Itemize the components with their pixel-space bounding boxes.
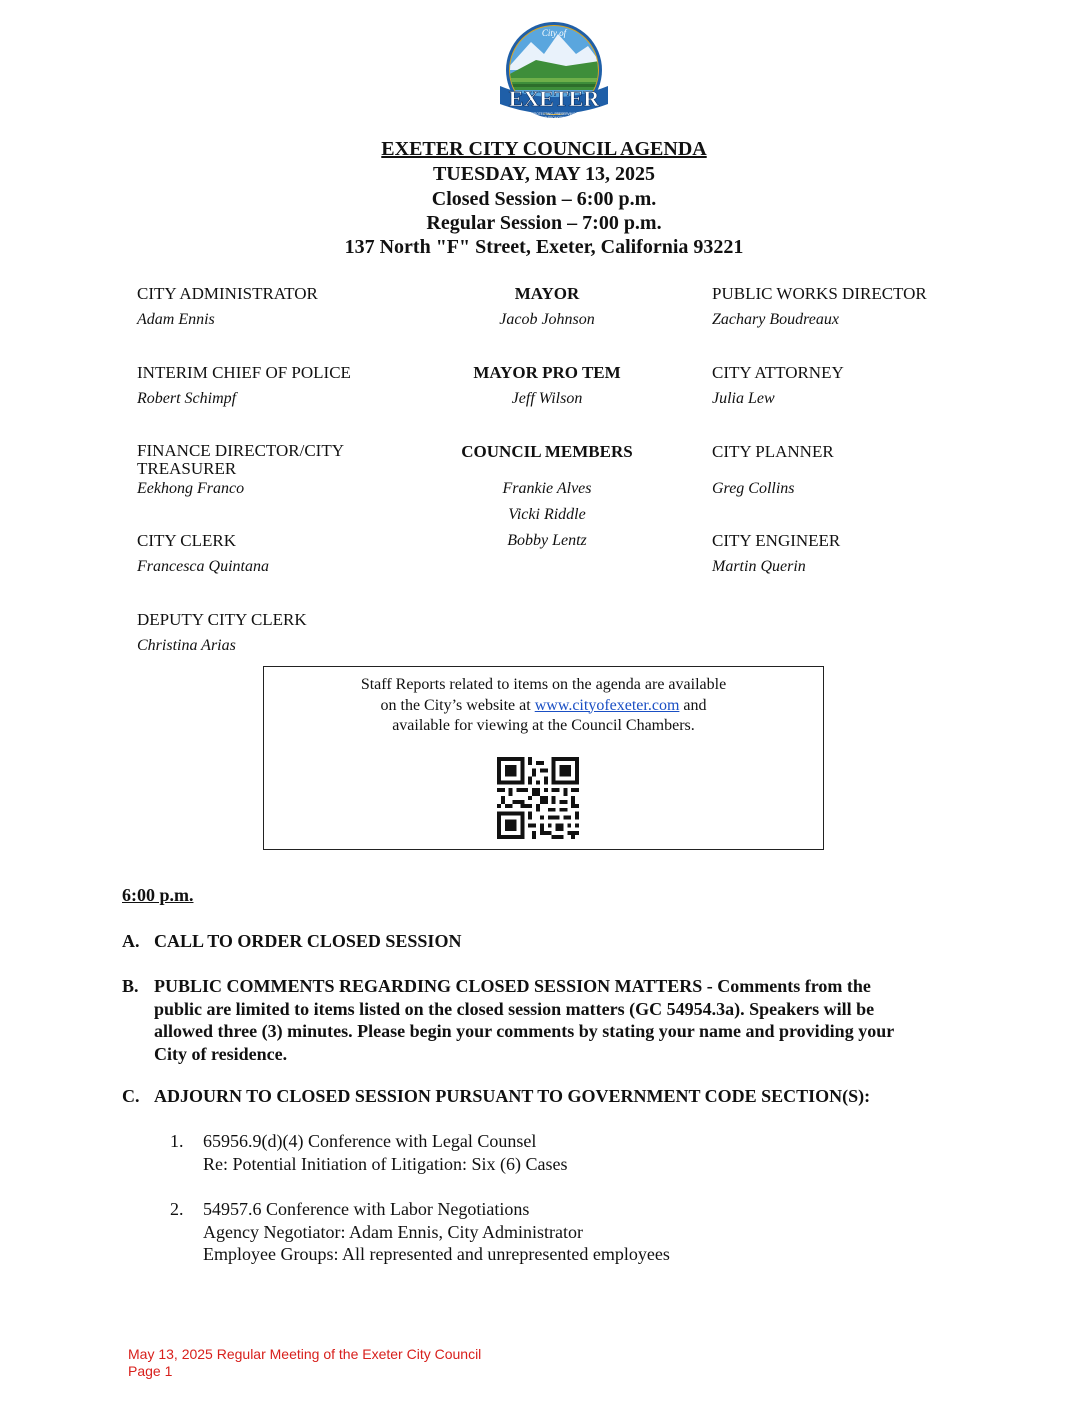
notice-line-2 [264,696,823,717]
role-mayor-pro-tem: MAYOR PRO TEM [473,363,621,382]
subitem-labor-negotiations [203,1198,963,1266]
role-city-planner: CITY PLANNER [712,442,834,461]
role-council-members: COUNCIL MEMBERS [461,442,633,461]
agenda-item-line: City of residence. [154,1043,288,1064]
subitem-number: 1. [170,1131,184,1151]
agenda-item-letter: B. [122,976,139,996]
role-deputy-city-clerk: DEPUTY CITY CLERK [137,610,307,629]
agenda-item-line: allowed three (3) minutes. Please begin your comments by stating your name and providing your [154,1021,895,1041]
agenda-title: EXETER CITY COUNCIL AGENDA [381,138,707,160]
name-city-attorney: Julia Lew [712,390,775,407]
role-finance-director: FINANCE DIRECTOR/CITY TREASURER [137,441,344,478]
meeting-address: 137 North "F" Street, Exeter, California 93221 [344,236,744,258]
city-seal-logo [496,20,612,134]
closed-session-time-heading: 6:00 p.m. [122,885,194,905]
subitem-line: 54957.6 Conference with Labor Negotiations [203,1199,530,1219]
name-city-engineer: Martin Querin [712,558,806,575]
notice-line-1: Staff Reports related to items on the agenda are available [360,676,727,693]
name-police-chief: Robert Schimpf [137,390,237,407]
name-council-member: Vicki Riddle [508,506,586,523]
closed-session-time: Closed Session – 6:00 p.m. [431,188,657,210]
name-public-works-director: Zachary Boudreaux [712,311,839,328]
staff-reports-notice [263,666,824,850]
subitem-line: Agency Negotiator: Adam Ennis, City Administrator [203,1221,583,1242]
agenda-item-adjourn: ADJOURN TO CLOSED SESSION PURSUANT TO GOVERNMENT CODE SECTION(S): [154,1086,871,1106]
name-mayor: Jacob Johnson [499,311,595,328]
role-city-administrator: CITY ADMINISTRATOR [137,284,318,303]
notice-line-3: available for viewing at the Council Chambers. [392,717,695,734]
meeting-date: TUESDAY, MAY 13, 2025 [432,163,656,185]
agenda-item-line: public are limited to items listed on the closed session matters (GC 54954.3a). Speakers will be [154,998,875,1019]
name-finance-director: Eekhong Franco [137,480,245,497]
name-council-member: Frankie Alves [502,480,592,497]
footer-meeting-label: May 13, 2025 Regular Meeting of the Exeter City Council [128,1346,482,1362]
subitem-legal-counsel [203,1130,963,1175]
agenda-item-call-to-order: CALL TO ORDER CLOSED SESSION [154,931,462,951]
agenda-item-letter: C. [122,1086,140,1106]
subitem-number: 2. [170,1199,184,1219]
role-city-clerk: CITY CLERK [137,531,237,550]
logo-tagline-3: SMALL TOWN AMERICA [535,121,573,125]
name-city-planner: Greg Collins [712,480,795,497]
qr-code-icon[interactable] [497,757,579,839]
notice-line-2-suffix: and [679,696,707,714]
city-website-link[interactable]: www.cityofexeter.com [534,696,680,714]
role-police-chief: INTERIM CHIEF OF POLICE [137,363,351,382]
logo-tagline-1: PROTECTING, PRESERVING, [531,112,577,116]
logo-top-text: City of [541,28,567,38]
role-city-attorney: CITY ATTORNEY [712,363,844,382]
role-mayor: MAYOR [514,284,580,303]
notice-text [264,675,823,737]
agenda-item-line: PUBLIC COMMENTS REGARDING CLOSED SESSION MATTERS - Comments from the [154,976,871,996]
subitem-line: Re: Potential Initiation of Litigation: Six (6) Cases [203,1153,568,1174]
name-mayor-pro-tem: Jeff Wilson [511,390,583,407]
name-deputy-city-clerk: Christina Arias [137,637,236,654]
name-city-clerk: Francesca Quintana [137,558,269,575]
name-city-administrator: Adam Ennis [137,311,215,328]
name-council-member: Bobby Lentz [507,532,587,549]
notice-line-2-prefix: on the City’s website at [380,696,535,714]
agenda-item-public-comments [154,975,974,1065]
logo-tagline-2: AND PROMOTING [540,116,568,120]
footer-page-number: Page 1 [128,1363,173,1379]
role-public-works-director: PUBLIC WORKS DIRECTOR [712,284,927,303]
agenda-item-letter: A. [122,931,140,951]
logo-name: EXETER [508,86,600,111]
regular-session-time: Regular Session – 7:00 p.m. [426,212,662,234]
subitem-line: 65956.9(d)(4) Conference with Legal Counsel [203,1131,537,1151]
subitem-line: Employee Groups: All represented and unrepresented employees [203,1244,670,1264]
role-city-engineer: CITY ENGINEER [712,531,841,550]
